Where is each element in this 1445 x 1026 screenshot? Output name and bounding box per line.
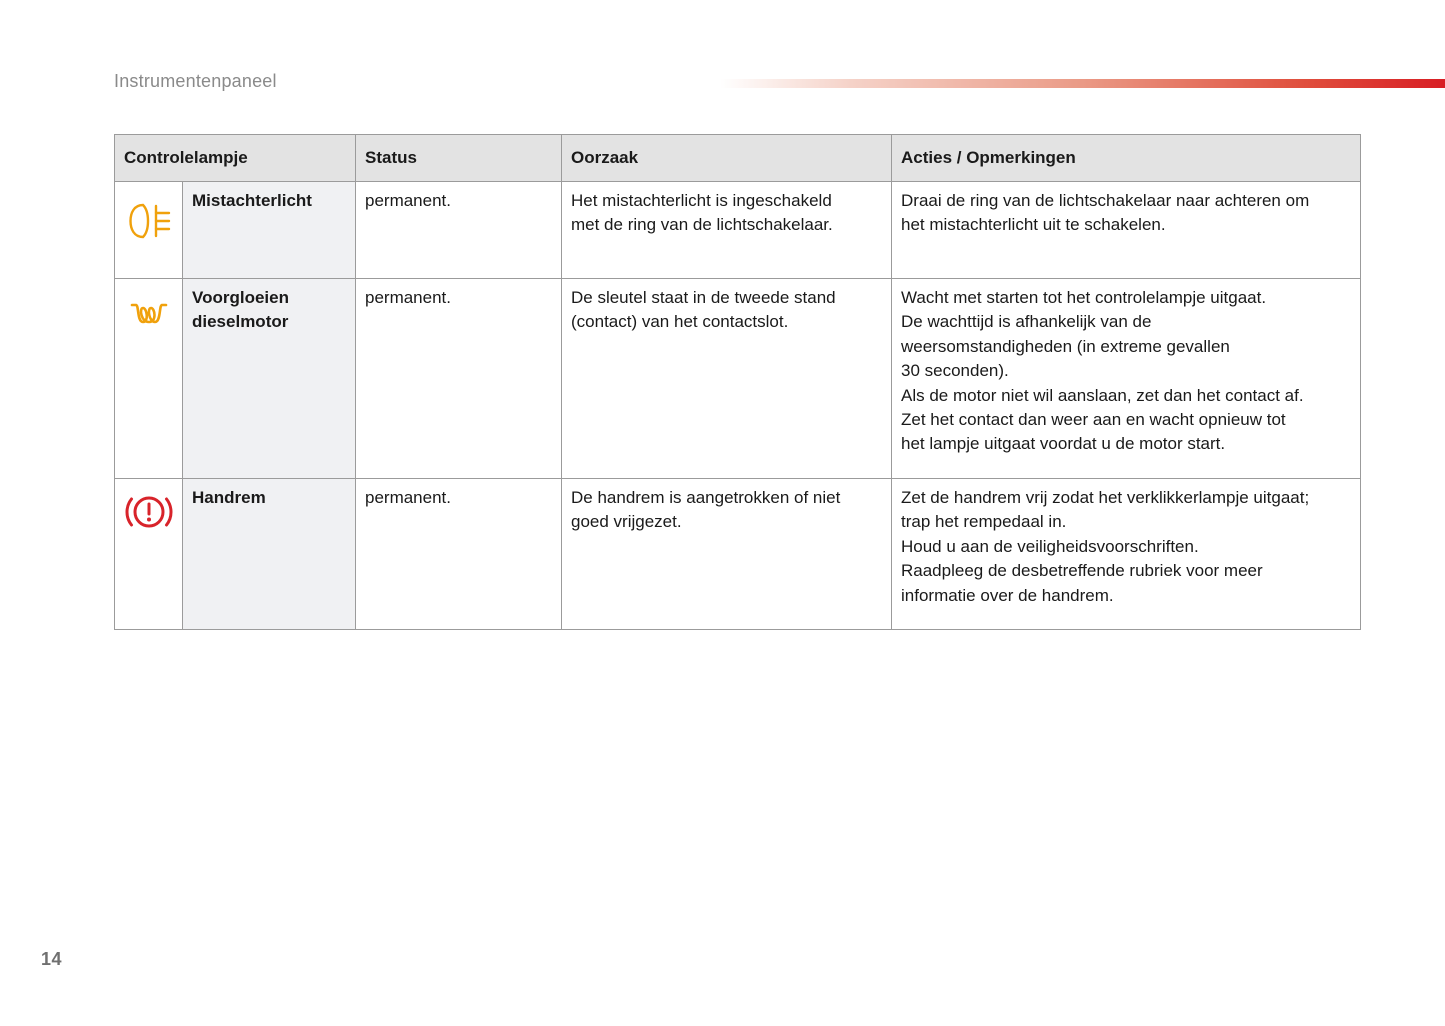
lamp-action: Draai de ring van de lichtschakelaar naar achteren om het mistachterlicht uit te schakelen. [892,182,1361,279]
page-number: 14 [41,949,63,969]
glow-plug-icon [115,279,182,351]
icon-cell [115,279,183,479]
lamp-action: Wacht met starten tot het controlelampje uitgaat. De wachttijd is afhankelijk van de weersomstandigheden (in extreme gevallen 30 seconden). Als de motor niet wil aanslaan, zet dan het contact af. Zet het contact dan weer aan en wacht opnieuw tot het lampje uitgaat voordat u de motor start. [892,279,1361,479]
header-acties: Acties / Opmerkingen [892,135,1361,182]
lamp-status: permanent. [356,279,562,479]
lamp-cause: De handrem is aangetrokken of niet goed vrijgezet. [562,479,892,630]
lamp-status: permanent. [356,182,562,279]
lamp-cause: Het mistachterlicht is ingeschakeld met de ring van de lichtschakelaar. [562,182,892,279]
lamp-name: Voorgloeien dieselmotor [183,279,356,479]
lamp-name: Handrem [183,479,356,630]
table-header-row [115,135,1361,182]
header-accent-bar [720,79,1445,88]
icon-cell [115,479,183,630]
parking-brake-icon [115,479,182,547]
icon-cell [115,182,183,279]
rear-fog-light-icon [115,182,182,262]
section-title: Instrumentenpaneel [114,71,277,91]
table-row [115,479,1361,630]
lamp-status: permanent. [356,479,562,630]
table-row [115,279,1361,479]
lamp-cause: De sleutel staat in de tweede stand (contact) van het contactslot. [562,279,892,479]
header-controlelampje: Controlelampje [115,135,356,182]
lamp-action: Zet de handrem vrij zodat het verklikkerlampje uitgaat; trap het rempedaal in. Houd u aan de veiligheidsvoorschriften. Raadpleeg de desbetreffende rubriek voor meer informatie over de handrem. [892,479,1361,630]
warning-lamp-table [114,134,1361,630]
header-oorzaak: Oorzaak [562,135,892,182]
lamp-name: Mistachterlicht [183,182,356,279]
table-row [115,182,1361,279]
header-status: Status [356,135,562,182]
